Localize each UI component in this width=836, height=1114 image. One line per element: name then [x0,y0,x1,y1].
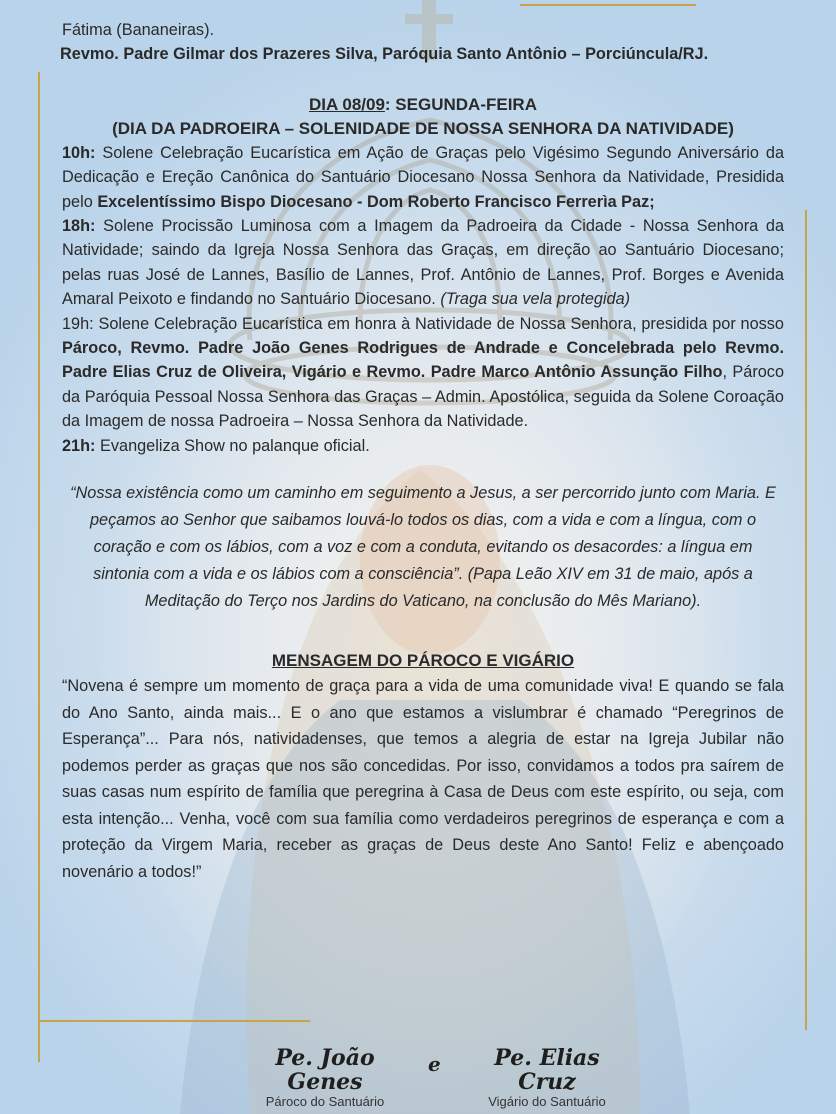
frame-line-left [38,72,40,1062]
message-title: MENSAGEM DO PÁROCO E VIGÁRIO [271,651,575,671]
day-heading [62,93,784,141]
event-19h [62,312,784,434]
event-18h-italic: (Traga sua vela protegida) [440,290,631,309]
frame-line-bottom-left [40,1020,310,1022]
signature-right [462,1046,632,1110]
intro-line-2: Revmo. Padre Gilmar dos Prazeres Silva, Paróquia Santo Antônio – Porciúncula/RJ. [60,45,709,64]
event-18h-text: Solene Procissão Luminosa com a Imagem da Padroeira da Cidade - Nossa Senhora da Natividade; saindo da Igreja Nossa Senhora das Graças, em direção ao Santuário Diocesano; pelas ruas José de Lannes, Basílio de Lannes, Prof. Antônio de Lannes, Prof. Borges e Avenida Amaral Peixoto e findando no Santuário Diocesano. [62,217,784,309]
event-10h-bold: Excelentíssimo Bispo Diocesano - Dom Roberto Francisco Ferrerìa Paz; [97,192,655,211]
frame-line-right [805,210,807,1030]
event-18h [62,214,784,312]
document-body [62,0,784,885]
event-21h [62,434,784,458]
day-weekday: : SEGUNDA-FEIRA [384,94,537,114]
day-subtitle: (DIA DA PADROEIRA – SOLENIDADE DE NOSSA SENHORA DA NATIVIDADE) [112,118,734,138]
event-10h-time: 10h: [62,143,96,162]
event-19h-bold: Pároco, Revmo. Padre João Genes Rodrigues de Andrade e Concelebrada pelo Revmo. Padre Elias Cruz de Oliveira, Vigário e Revmo. Padre Marco Antônio Assunção Filho [62,339,784,382]
event-10h-text: Solene Celebração Eucarística em Ação de Graças pelo Vigésimo Segundo Aniversário da Dedicação e Ereção Canônica do Santuário Diocesano Nossa Senhora da Natividade, Presidida pelo [62,143,784,211]
event-21h-text: Evangeliza Show no palanque oficial. [95,436,370,455]
signature-left-role: Pároco do Santuário [265,1094,385,1109]
signature-conjunction: e [428,1052,441,1076]
event-19h-text: 19h: Solene Celebração Eucarística em honra à Natividade de Nossa Senhora, presidida por nosso [62,314,784,333]
signature-left [240,1046,410,1110]
intro-line-1: Fátima (Bananeiras). [62,21,215,39]
signature-right-name: Pe. Elias Cruz [494,1045,600,1095]
event-18h-time: 18h: [62,217,96,236]
signature-right-role: Vigário do Santuário [488,1094,606,1109]
event-19h-rest: , Pároco da Paróquia Pessoal Nossa Senhora das Graças – Admin. Apostólica, seguida da Solene Coroação da Imagem de nossa Padroeira – Nossa Senhora da Natividade. [62,363,784,431]
event-21h-time: 21h: [62,436,96,455]
event-10h [62,141,784,214]
message-body: “Novena é sempre um momento de graça para a vida de uma comunidade viva! E quando se fala do Ano Santo, ainda mais... E o ano que estamos a vislumbrar é chamado “Peregrinos de Esperança”... Para nós, natividadenses, que temos a alegria de estar na Igreja Jubilar não podemos perder as graças que nos são concedidas. Por isso, convidamos a todos pra saírem de suas casas num espírito de família que peregrina à Casa de Deus com este espírito, ou seja, com esta intenção... Venha, você com sua família como verdadeiros peregrinos de esperança e com a proteção da Virgem Maria, receber as graças de Deus deste Ano Santo! Feliz e abençoado novenário a todos!” [62,677,784,881]
pope-quote: “Nossa existência como um caminho em seguimento a Jesus, a ser percorrido junto com Maria. E peçamos ao Senhor que saibamos louvá-lo todos os dias, com a vida e com a língua, com o coração e com os lábios, com a voz e com a conduta, evitando os desacordes: a língua em sintonia com a vida e os lábios com a consciência”. (Papa Leão XIV em 31 de maio, após a Meditação do Terço nos Jardins do Vaticano, na conclusão do Mês Mariano). [70,484,776,611]
day-date: DIA 08/09 [309,94,385,114]
signature-left-name: Pe. João Genes [275,1045,375,1095]
